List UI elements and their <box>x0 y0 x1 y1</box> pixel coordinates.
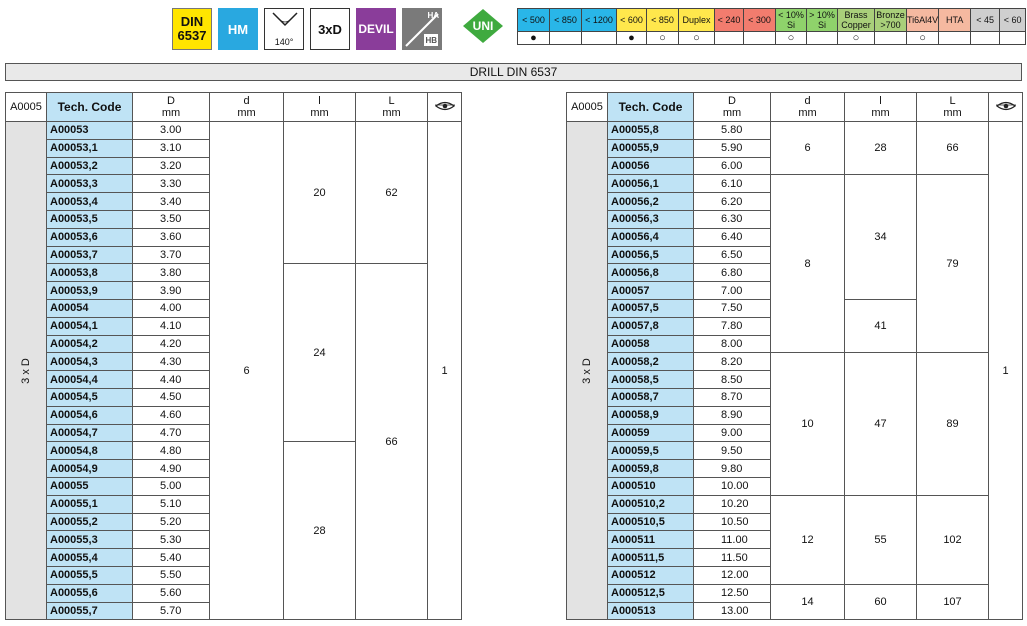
eye-icon <box>435 101 455 111</box>
diameter-cell: 5.60 <box>133 584 210 602</box>
tech-code-header: Tech. Code <box>608 93 694 122</box>
tech-code-cell: A00053 <box>47 122 133 140</box>
total-L-cell: 107 <box>917 584 989 620</box>
col-unit: mm <box>310 107 329 119</box>
diameter-cell: 3.80 <box>133 264 210 282</box>
material-mark <box>971 32 1000 45</box>
flute-l-cell: 28 <box>284 442 356 620</box>
flute-l-cell: 47 <box>845 353 917 495</box>
diameter-cell: 6.50 <box>694 246 771 264</box>
tech-code-cell: A00054,5 <box>47 388 133 406</box>
total-L-cell: 66 <box>356 264 428 620</box>
material-mark <box>1000 32 1026 45</box>
material-header: < 1200 <box>582 9 617 32</box>
flute-l-cell: 34 <box>845 175 917 300</box>
col-unit: mm <box>798 107 817 119</box>
tech-code-cell: A00055,1 <box>47 495 133 513</box>
tech-code-cell: A00054,1 <box>47 317 133 335</box>
material-header: < 850 <box>550 9 582 32</box>
total-L-cell: 79 <box>917 175 989 353</box>
tech-code-cell: A00053,7 <box>47 246 133 264</box>
tech-code-cell: A00054,7 <box>47 424 133 442</box>
table-header-row <box>567 93 1023 122</box>
diameter-cell: 9.50 <box>694 442 771 460</box>
tech-code-cell: A00054 <box>47 299 133 317</box>
diameter-cell: 10.20 <box>694 495 771 513</box>
tech-code-cell: A00053,4 <box>47 193 133 211</box>
eye-header <box>428 93 462 122</box>
tech-code-cell: A00053,2 <box>47 157 133 175</box>
tech-code-cell: A000511,5 <box>608 549 694 567</box>
diameter-cell: 5.00 <box>133 477 210 495</box>
col-l-header <box>356 93 428 122</box>
material-header: > 10% Si <box>807 9 838 32</box>
material-mark <box>807 32 838 45</box>
tech-code-cell: A00054,9 <box>47 460 133 478</box>
diameter-cell: 5.40 <box>133 549 210 567</box>
uni-badge <box>462 8 504 44</box>
shank-d-cell: 12 <box>771 495 845 584</box>
diameter-cell: 7.80 <box>694 317 771 335</box>
flute-l-cell: 55 <box>845 495 917 584</box>
tech-code-cell: A00055,2 <box>47 513 133 531</box>
series-side-text: 3 x D <box>20 357 32 384</box>
angle-label: 140° <box>274 37 294 47</box>
din-6537-badge: DIN 6537 <box>172 8 212 50</box>
qty-cell: 1 <box>428 122 462 620</box>
flute-l-cell: 60 <box>845 584 917 620</box>
material-mark <box>582 32 617 45</box>
col-d-header <box>133 93 210 122</box>
tech-code-cell: A00057,5 <box>608 299 694 317</box>
tech-code-cell: A00059,8 <box>608 460 694 478</box>
diameter-cell: 7.00 <box>694 282 771 300</box>
tech-code-cell: A00058 <box>608 335 694 353</box>
tech-code-cell: A00059 <box>608 424 694 442</box>
material-mark <box>939 32 971 45</box>
materials-table <box>517 8 1026 45</box>
diameter-cell: 5.90 <box>694 139 771 157</box>
tech-code-cell: A000512 <box>608 566 694 584</box>
col-l-header <box>284 93 356 122</box>
hm-badge: HM <box>218 8 258 50</box>
col-symbol: L <box>949 95 956 107</box>
ha-hb-shank-badge <box>402 8 442 50</box>
material-mark: ● <box>518 32 550 45</box>
qty-cell: 1 <box>989 122 1023 620</box>
tech-code-cell: A00056,8 <box>608 264 694 282</box>
tech-code-cell: A000511 <box>608 531 694 549</box>
diameter-cell: 12.50 <box>694 584 771 602</box>
tech-code-cell: A00055,9 <box>608 139 694 157</box>
diameter-cell: 5.50 <box>133 566 210 584</box>
diameter-cell: 9.80 <box>694 460 771 478</box>
diameter-cell: 13.00 <box>694 602 771 620</box>
col-unit: mm <box>943 107 962 119</box>
flute-l-cell: 41 <box>845 299 917 352</box>
tech-code-cell: A000512,5 <box>608 584 694 602</box>
col-unit: mm <box>237 107 256 119</box>
diameter-cell: 10.00 <box>694 477 771 495</box>
diameter-cell: 12.00 <box>694 566 771 584</box>
material-header: < 45 <box>971 9 1000 32</box>
material-header: < 60 <box>1000 9 1026 32</box>
material-header: Duplex <box>679 9 715 32</box>
shank-d-cell: 10 <box>771 353 845 495</box>
diameter-cell: 8.90 <box>694 406 771 424</box>
col-unit: mm <box>722 107 742 119</box>
col-l-header <box>845 93 917 122</box>
tech-code-cell: A00057,8 <box>608 317 694 335</box>
diameter-cell: 8.70 <box>694 388 771 406</box>
table-row <box>567 353 1023 371</box>
uni-label: UNI <box>472 19 494 33</box>
col-l-header <box>917 93 989 122</box>
diameter-cell: 6.20 <box>694 193 771 211</box>
series-header: A0005 <box>6 93 47 122</box>
tech-code-cell: A00058,9 <box>608 406 694 424</box>
diameter-cell: 11.50 <box>694 549 771 567</box>
diameter-cell: 5.10 <box>133 495 210 513</box>
col-symbol: d <box>804 95 811 107</box>
tech-code-cell: A00056,2 <box>608 193 694 211</box>
tech-code-cell: A00056,3 <box>608 210 694 228</box>
material-header: < 500 <box>518 9 550 32</box>
diameter-cell: 5.80 <box>694 122 771 140</box>
material-mark <box>715 32 744 45</box>
diameter-cell: 6.80 <box>694 264 771 282</box>
series-side-label <box>6 122 47 620</box>
ha-label: HA <box>427 11 439 20</box>
diameter-cell: 4.50 <box>133 388 210 406</box>
devil-badge: DEVIL <box>356 8 396 50</box>
flute-l-cell: 28 <box>845 122 917 175</box>
tech-code-cell: A00053,5 <box>47 210 133 228</box>
tech-code-cell: A000510,2 <box>608 495 694 513</box>
tech-code-cell: A00053,8 <box>47 264 133 282</box>
table-row <box>6 122 462 140</box>
tech-code-cell: A000513 <box>608 602 694 620</box>
tech-code-cell: A00059,5 <box>608 442 694 460</box>
diameter-cell: 8.20 <box>694 353 771 371</box>
tech-code-cell: A00058,7 <box>608 388 694 406</box>
material-mark <box>744 32 776 45</box>
material-mark: ○ <box>838 32 875 45</box>
tech-code-cell: A00056 <box>608 157 694 175</box>
tech-code-cell: A00053,1 <box>47 139 133 157</box>
diameter-cell: 4.40 <box>133 371 210 389</box>
material-mark: ● <box>617 32 647 45</box>
tech-code-cell: A00055,5 <box>47 566 133 584</box>
table-row <box>567 584 1023 602</box>
tech-code-cell: A00056,5 <box>608 246 694 264</box>
table-row <box>567 495 1023 513</box>
material-header: < 850 <box>647 9 679 32</box>
col-d-header <box>694 93 771 122</box>
shank-d-cell: 6 <box>771 122 845 175</box>
material-header: Brass Copper <box>838 9 875 32</box>
diameter-cell: 4.60 <box>133 406 210 424</box>
diameter-cell: 5.20 <box>133 513 210 531</box>
diameter-cell: 7.50 <box>694 299 771 317</box>
col-d-header <box>771 93 845 122</box>
tech-code-cell: A00053,3 <box>47 175 133 193</box>
table-header-row <box>6 93 462 122</box>
eye-header <box>989 93 1023 122</box>
tech-code-cell: A00053,9 <box>47 282 133 300</box>
depth-3xd-badge: 3xD <box>310 8 350 50</box>
col-symbol: D <box>167 95 175 107</box>
drill-table-right <box>566 92 1023 620</box>
flute-l-cell: 20 <box>284 122 356 264</box>
total-L-cell: 62 <box>356 122 428 264</box>
drill-table-left <box>5 92 462 620</box>
material-mark: ○ <box>679 32 715 45</box>
diameter-cell: 3.10 <box>133 139 210 157</box>
shank-d-cell: 6 <box>210 122 284 620</box>
shank-d-cell: 14 <box>771 584 845 620</box>
series-side-label <box>567 122 608 620</box>
table-row <box>567 175 1023 193</box>
tech-code-cell: A00058,5 <box>608 371 694 389</box>
tech-code-cell: A00054,3 <box>47 353 133 371</box>
material-mark <box>875 32 907 45</box>
material-mark: ○ <box>907 32 939 45</box>
series-side-text: 3 x D <box>581 357 593 384</box>
material-header: < 240 <box>715 9 744 32</box>
tech-code-cell: A00054,8 <box>47 442 133 460</box>
diameter-cell: 3.30 <box>133 175 210 193</box>
diameter-cell: 4.90 <box>133 460 210 478</box>
total-L-cell: 89 <box>917 353 989 495</box>
angle-140-badge <box>264 8 304 50</box>
col-symbol: l <box>318 95 321 107</box>
material-mark: ○ <box>647 32 679 45</box>
tech-code-cell: A00056,1 <box>608 175 694 193</box>
tech-code-cell: A00055,4 <box>47 549 133 567</box>
material-header: < 600 <box>617 9 647 32</box>
diameter-cell: 11.00 <box>694 531 771 549</box>
col-unit: mm <box>382 107 401 119</box>
tech-code-cell: A00056,4 <box>608 228 694 246</box>
flute-l-cell: 24 <box>284 264 356 442</box>
col-unit: mm <box>871 107 890 119</box>
eye-icon <box>996 101 1016 111</box>
tech-code-cell: A000510 <box>608 477 694 495</box>
diameter-cell: 4.30 <box>133 353 210 371</box>
table-row <box>567 122 1023 140</box>
col-symbol: d <box>243 95 250 107</box>
material-mark: ○ <box>776 32 807 45</box>
diameter-cell: 5.70 <box>133 602 210 620</box>
diameter-cell: 3.70 <box>133 246 210 264</box>
diameter-cell: 6.40 <box>694 228 771 246</box>
diameter-cell: 3.20 <box>133 157 210 175</box>
col-unit: mm <box>161 107 181 119</box>
tech-code-cell: A00055 <box>47 477 133 495</box>
tech-code-cell: A00053,6 <box>47 228 133 246</box>
material-header: < 10% Si <box>776 9 807 32</box>
tech-code-header: Tech. Code <box>47 93 133 122</box>
col-symbol: L <box>388 95 395 107</box>
tech-code-cell: A00058,2 <box>608 353 694 371</box>
diameter-cell: 6.30 <box>694 210 771 228</box>
tech-code-cell: A00055,8 <box>608 122 694 140</box>
tech-code-cell: A00055,7 <box>47 602 133 620</box>
tech-code-cell: A000510,5 <box>608 513 694 531</box>
diameter-cell: 6.10 <box>694 175 771 193</box>
diameter-cell: 4.00 <box>133 299 210 317</box>
diameter-cell: 4.80 <box>133 442 210 460</box>
series-header: A0005 <box>567 93 608 122</box>
tech-code-cell: A00057 <box>608 282 694 300</box>
diameter-cell: 3.60 <box>133 228 210 246</box>
material-header: < 300 <box>744 9 776 32</box>
tech-code-cell: A00054,4 <box>47 371 133 389</box>
tech-code-cell: A00055,6 <box>47 584 133 602</box>
material-header: Ti6Al4V <box>907 9 939 32</box>
col-d-header <box>210 93 284 122</box>
diameter-cell: 10.50 <box>694 513 771 531</box>
diameter-cell: 9.00 <box>694 424 771 442</box>
tech-code-cell: A00054,2 <box>47 335 133 353</box>
material-header: Bronze >700 <box>876 10 905 30</box>
tech-code-cell: A00055,3 <box>47 531 133 549</box>
material-header: HTA <box>939 9 971 32</box>
diameter-cell: 5.30 <box>133 531 210 549</box>
diameter-cell: 8.00 <box>694 335 771 353</box>
shank-d-cell: 8 <box>771 175 845 353</box>
col-symbol: D <box>728 95 736 107</box>
hb-label: HB <box>425 36 437 45</box>
diameter-cell: 8.50 <box>694 371 771 389</box>
total-L-cell: 66 <box>917 122 989 175</box>
total-L-cell: 102 <box>917 495 989 584</box>
tech-code-cell: A00054,6 <box>47 406 133 424</box>
diameter-cell: 4.10 <box>133 317 210 335</box>
diameter-cell: 3.40 <box>133 193 210 211</box>
col-symbol: l <box>879 95 882 107</box>
diameter-cell: 4.20 <box>133 335 210 353</box>
diameter-cell: 4.70 <box>133 424 210 442</box>
diameter-cell: 3.00 <box>133 122 210 140</box>
material-mark <box>550 32 582 45</box>
diameter-cell: 3.50 <box>133 210 210 228</box>
page-title: DRILL DIN 6537 <box>5 63 1022 81</box>
diameter-cell: 3.90 <box>133 282 210 300</box>
diameter-cell: 6.00 <box>694 157 771 175</box>
drill-tip-icon <box>267 11 303 37</box>
